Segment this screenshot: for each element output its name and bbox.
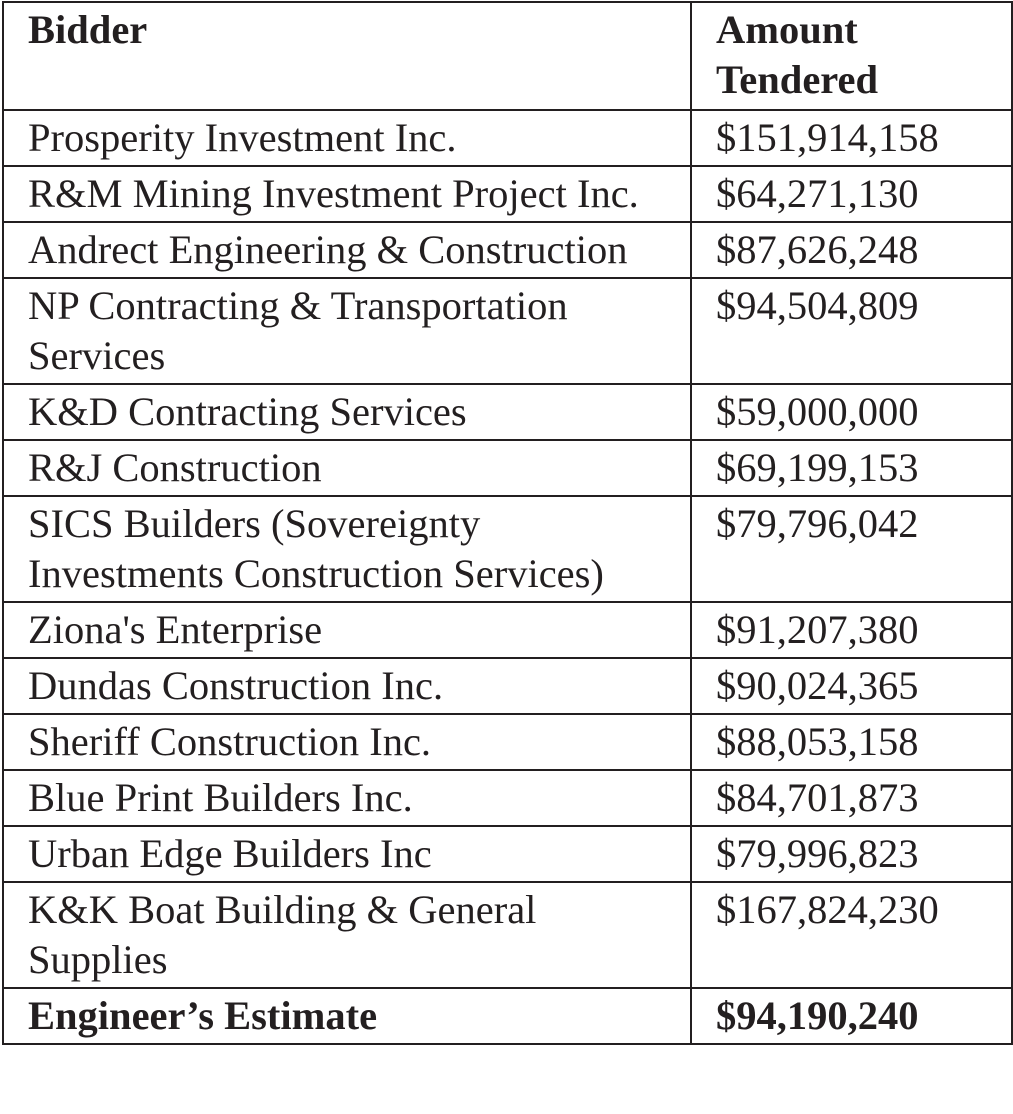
amount-cell: $69,199,153 <box>691 440 1012 496</box>
amount-cell: $79,996,823 <box>691 826 1012 882</box>
bidder-cell: R&J Construction <box>3 440 691 496</box>
bidder-cell: K&K Boat Building & General Supplies <box>3 882 691 988</box>
amount-cell: $167,824,230 <box>691 882 1012 988</box>
amount-cell: $64,271,130 <box>691 166 1012 222</box>
amount-cell: $84,701,873 <box>691 770 1012 826</box>
bidder-cell: Dundas Construction Inc. <box>3 658 691 714</box>
bidder-cell: SICS Builders (Sovereignty Investments Construction Services) <box>3 496 691 602</box>
bidder-cell: Sheriff Construction Inc. <box>3 714 691 770</box>
table-row <box>3 658 1012 714</box>
bidder-cell: Blue Print Builders Inc. <box>3 770 691 826</box>
table-row <box>3 882 1012 988</box>
table-row <box>3 222 1012 278</box>
bidder-cell: R&M Mining Investment Project Inc. <box>3 166 691 222</box>
engineer-estimate-label: Engineer’s Estimate <box>3 988 691 1044</box>
table-row <box>3 278 1012 384</box>
bidder-cell: Andrect Engineering & Construction <box>3 222 691 278</box>
amount-cell: $91,207,380 <box>691 602 1012 658</box>
table-row <box>3 714 1012 770</box>
table-header-row <box>3 2 1012 110</box>
amount-cell: $59,000,000 <box>691 384 1012 440</box>
amount-header-line-2: Tendered <box>716 57 879 102</box>
amount-cell: $94,504,809 <box>691 278 1012 384</box>
bidder-cell: Ziona's Enterprise <box>3 602 691 658</box>
engineer-estimate-amount: $94,190,240 <box>691 988 1012 1044</box>
amount-cell: $151,914,158 <box>691 110 1012 166</box>
amount-header-line-1: Amount <box>716 7 858 52</box>
amount-cell: $90,024,365 <box>691 658 1012 714</box>
table-row <box>3 166 1012 222</box>
bidder-column-header: Bidder <box>3 2 691 110</box>
table-row <box>3 384 1012 440</box>
table-row <box>3 602 1012 658</box>
bidder-cell: K&D Contracting Services <box>3 384 691 440</box>
bidder-cell: Prosperity Investment Inc. <box>3 110 691 166</box>
amount-cell: $87,626,248 <box>691 222 1012 278</box>
bidder-cell: Urban Edge Builders Inc <box>3 826 691 882</box>
table-row <box>3 826 1012 882</box>
amount-column-header <box>691 2 1012 110</box>
table-row <box>3 440 1012 496</box>
table-row <box>3 110 1012 166</box>
table-row <box>3 770 1012 826</box>
amount-cell: $79,796,042 <box>691 496 1012 602</box>
bid-table <box>2 1 1013 1045</box>
table-row <box>3 496 1012 602</box>
amount-cell: $88,053,158 <box>691 714 1012 770</box>
bidder-cell: NP Contracting & Transportation Services <box>3 278 691 384</box>
engineer-estimate-row <box>3 988 1012 1044</box>
